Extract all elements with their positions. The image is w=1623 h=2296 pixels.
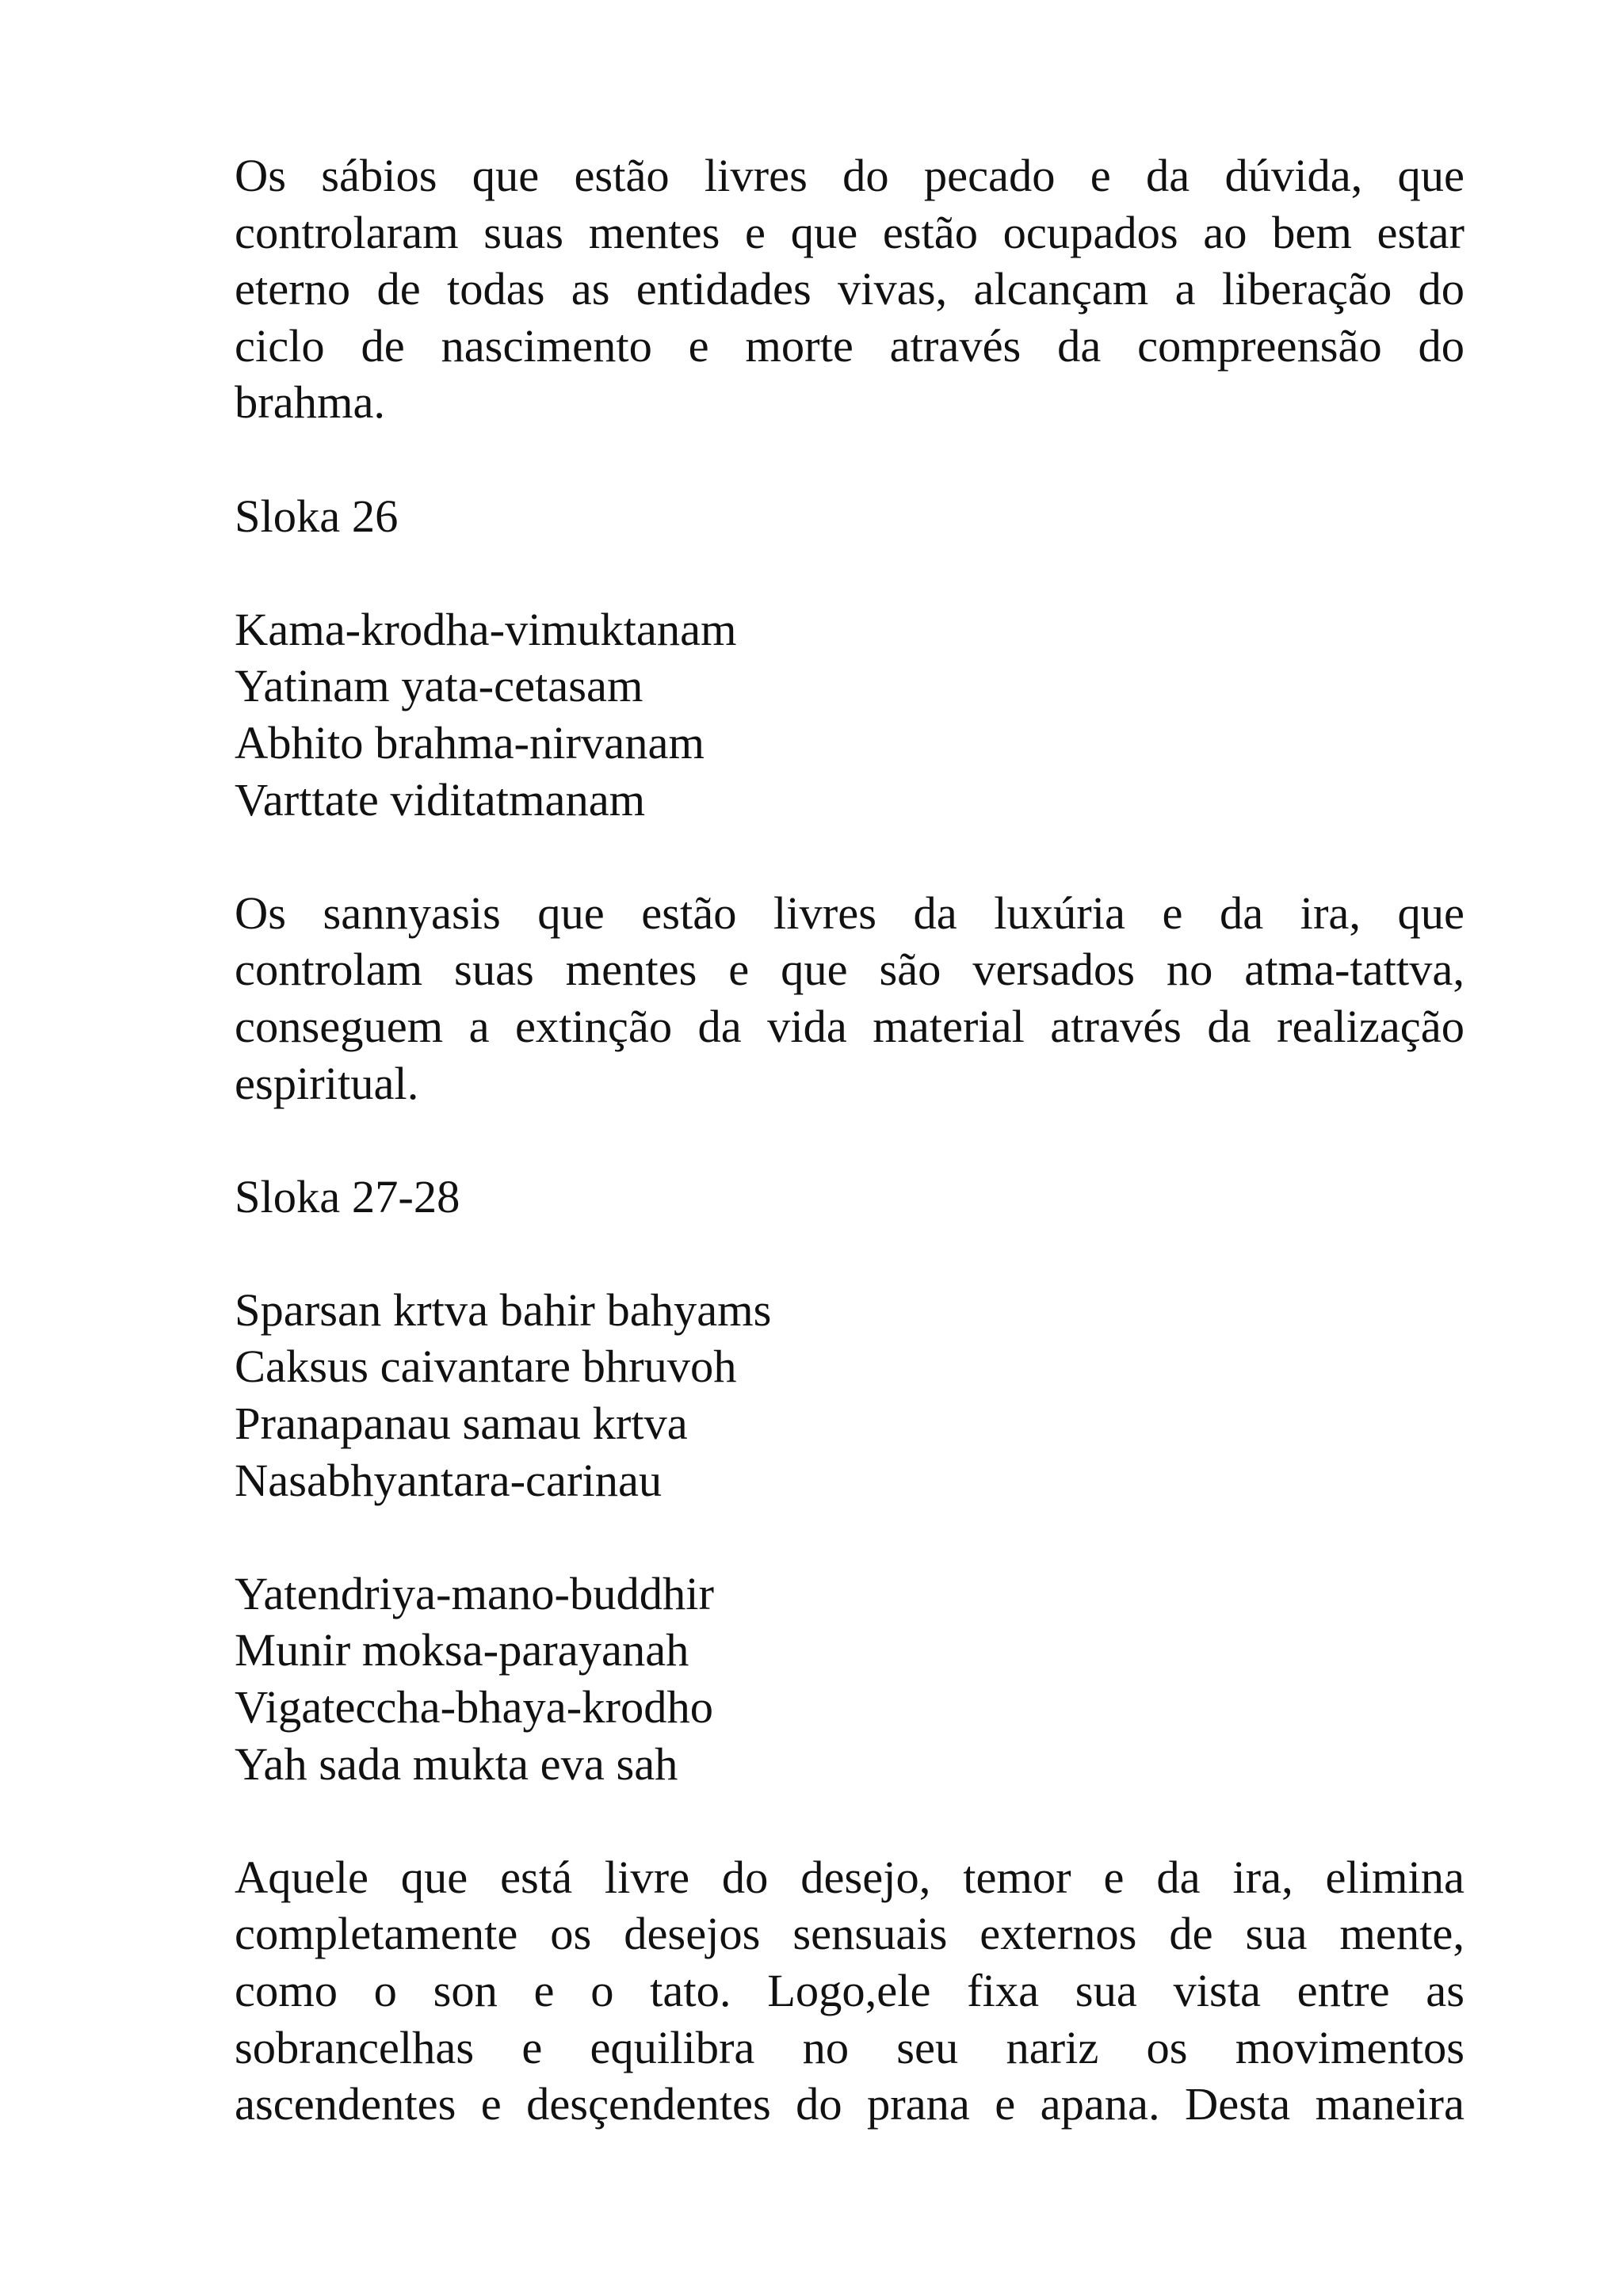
verse-sloka-26 <box>235 601 1465 828</box>
sloka-heading-27-28: Sloka 27-28 <box>235 1170 460 1222</box>
paragraph-line: Os sábios que estão livres do pecado e da dúvida, que <box>235 150 1465 201</box>
paragraph-line: sobrancelhas e equilibra no seu nariz os movimentos <box>235 2021 1465 2073</box>
paragraph-commentary-25 <box>235 147 1465 431</box>
paragraph-line: completamente os desejos sensuais externos de sua mente, <box>235 1908 1465 1960</box>
paragraph-line: ciclo de nascimento e morte através da compreensão do <box>235 319 1465 372</box>
paragraph-line: controlaram suas mentes e que estão ocupados ao bem estar <box>235 206 1465 258</box>
paragraph-line: como o son e o tato. Logo,ele fixa sua vista entre as <box>235 1965 1465 2016</box>
paragraph-line: Os sannyasis que estão livres da luxúria e da ira, que <box>235 887 1465 939</box>
verse-line: Kama-krodha-vimuktanam <box>235 603 737 655</box>
paragraph-line: espiritual. <box>235 1057 419 1109</box>
paragraph-commentary-27-28 <box>235 1849 1465 2133</box>
paragraph-line: conseguem a extinção da vida material através da realização <box>235 1000 1465 1052</box>
paragraph-line: Aquele que está livre do desejo, temor e da ira, elimina <box>235 1851 1465 1903</box>
verse-sloka-27 <box>235 1282 1465 1508</box>
verse-line: Yatinam yata-cetasam <box>235 660 643 712</box>
paragraph-line: brahma. <box>235 376 386 429</box>
document-page <box>235 147 1465 2133</box>
verse-sloka-28 <box>235 1566 1465 1792</box>
verse-line: Yatendriya-mano-buddhir <box>235 1567 714 1619</box>
paragraph-line: controlam suas mentes e que são versados no atma-tattva, <box>235 944 1465 996</box>
paragraph-commentary-26 <box>235 885 1465 1112</box>
verse-line: Pranapanau samau krtva <box>235 1398 688 1450</box>
paragraph-line: ascendentes e desçendentes do prana e apana. Desta maneira <box>235 2078 1465 2130</box>
verse-line: Yah sada mukta eva sah <box>235 1737 678 1790</box>
verse-line: Sparsan krtva bahir bahyams <box>235 1283 772 1336</box>
sloka-heading-26: Sloka 26 <box>235 490 399 542</box>
verse-line: Abhito brahma-nirvanam <box>235 716 705 769</box>
verse-line: Vigateccha-bhaya-krodho <box>235 1681 713 1733</box>
verse-line: Varttate viditatmanam <box>235 773 646 826</box>
paragraph-line: eterno de todas as entidades vivas, alcançam a liberação do <box>235 263 1465 315</box>
verse-line: Caksus caivantare bhruvoh <box>235 1341 737 1393</box>
verse-line: Munir moksa-parayanah <box>235 1624 689 1676</box>
verse-line: Nasabhyantara-carinau <box>235 1454 663 1506</box>
